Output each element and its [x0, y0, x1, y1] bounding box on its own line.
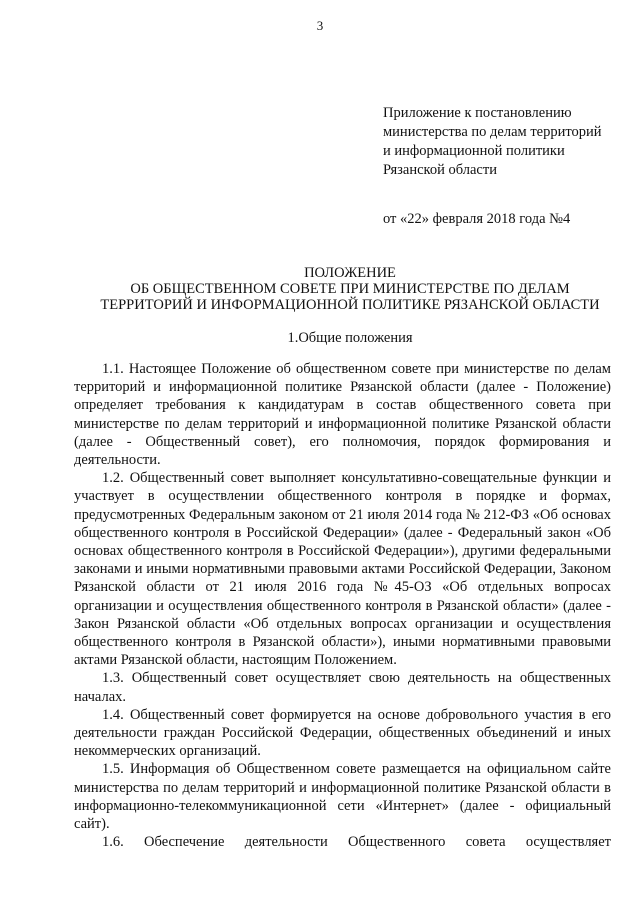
paragraph-1-1: 1.1. Настоящее Положение об общественном совете при министерстве по делам территорий и информационной политике Рязанской области (далее - Положение) определяет требования к кандидатурам в состав общественного совета при министерстве по делам территорий и информационной политике Рязанской области (далее - Общественный совет), его полномочия, порядок формирования и деятельности. — [74, 361, 611, 469]
appendix-line: и информационной политики — [383, 143, 565, 159]
appendix-line: министерства по делам территорий — [383, 124, 602, 140]
page-number: 3 — [316, 18, 324, 33]
title-line: ОБ ОБЩЕСТВЕННОМ СОВЕТЕ ПРИ МИНИСТЕРСТВЕ ПО ДЕЛАМ — [130, 281, 570, 297]
appendix-block — [383, 104, 623, 229]
title-line: ТЕРРИТОРИЙ И ИНФОРМАЦИОННОЙ ПОЛИТИКЕ РЯЗАНСКОЙ ОБЛАСТИ — [100, 297, 600, 313]
paragraph-1-3: 1.3. Общественный совет осуществляет свою деятельность на общественных началах. — [74, 670, 611, 705]
appendix-line: Приложение к постановлению — [383, 105, 572, 121]
paragraph-1-6: 1.6. Обеспечение деятельности Общественного совета осуществляет — [102, 834, 611, 851]
document-body — [74, 360, 611, 851]
appendix-date: от «22» февраля 2018 года №4 — [383, 211, 571, 227]
appendix-line: Рязанской области — [383, 162, 497, 178]
paragraph-1-2: 1.2. Общественный совет выполняет консультативно-совещательные функции и участвует в осуществлении общественного контроля в порядке и формах, предусмотренных Федеральным законом от 21 июля 2014 года № 212-ФЗ «Об основах общественного контроля в Российской Федерации» (далее - Федеральный закон «Об основах общественного контроля в Российской Федерации»), другими федеральными законами и иными нормативными правовыми актами Российской Федерации, Законом Рязанской области от 21 июля 2016 года №45-ОЗ «Об отдельных вопросах организации и осуществления общественного контроля в Рязанской области» (далее - Закон Рязанской области «Об отдельных вопросах организации и осуществления общественного контроля в Рязанской области»), иными нормативными правовыми актами Рязанской области, настоящим Положением. — [74, 470, 611, 669]
section-heading: 1.Общие положения — [287, 330, 413, 346]
title-line: ПОЛОЖЕНИЕ — [304, 265, 396, 281]
paragraph-1-5: 1.5. Информация об Общественном совете размещается на официальном сайте министерства по делам территорий и информационной политике Рязанской области в информационно-телекоммуникационной сети «Интернет» (далее - официальный сайт). — [74, 761, 611, 833]
document-title — [60, 265, 640, 313]
paragraph-1-4: 1.4. Общественный совет формируется на основе добровольного участия в его деятельности граждан Российской Федерации, общественных объединений и иных некоммерческих организаций. — [74, 706, 611, 760]
